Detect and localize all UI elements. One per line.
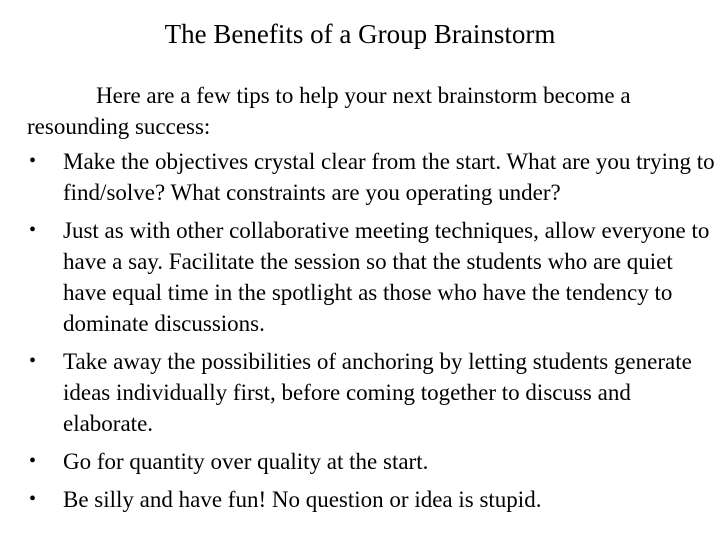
- bullet-icon: •: [29, 219, 37, 241]
- tip-text: Be silly and have fun! No question or idea is stupid.: [63, 487, 542, 512]
- list-item: [27, 446, 717, 477]
- list-item: [27, 346, 717, 439]
- tip-text: Go for quantity over quality at the start.: [63, 449, 429, 474]
- intro-paragraph: Here are a few tips to help your next brainstorm become a resounding success:: [27, 83, 631, 139]
- tips-list: [27, 146, 717, 522]
- list-item: [27, 484, 717, 515]
- bullet-icon: •: [29, 150, 37, 172]
- list-item: [27, 215, 717, 339]
- tip-text: Take away the possibilities of anchoring by letting students generate ideas individually first, before coming together to discuss and elaborate.: [63, 349, 692, 436]
- page-title: The Benefits of a Group Brainstorm: [164, 19, 556, 49]
- bullet-icon: •: [29, 488, 37, 510]
- tip-text: Make the objectives crystal clear from the start. What are you trying to find/solve? What constraints are you operating under?: [63, 149, 715, 205]
- bullet-icon: •: [29, 450, 37, 472]
- tip-text: Just as with other collaborative meeting techniques, allow everyone to have a say. Facilitate the session so that the students who are quiet have equal time in the spotlight as those who have the tendency to dominate discussions.: [63, 218, 710, 336]
- bullet-icon: •: [29, 350, 37, 372]
- list-item: [27, 146, 717, 208]
